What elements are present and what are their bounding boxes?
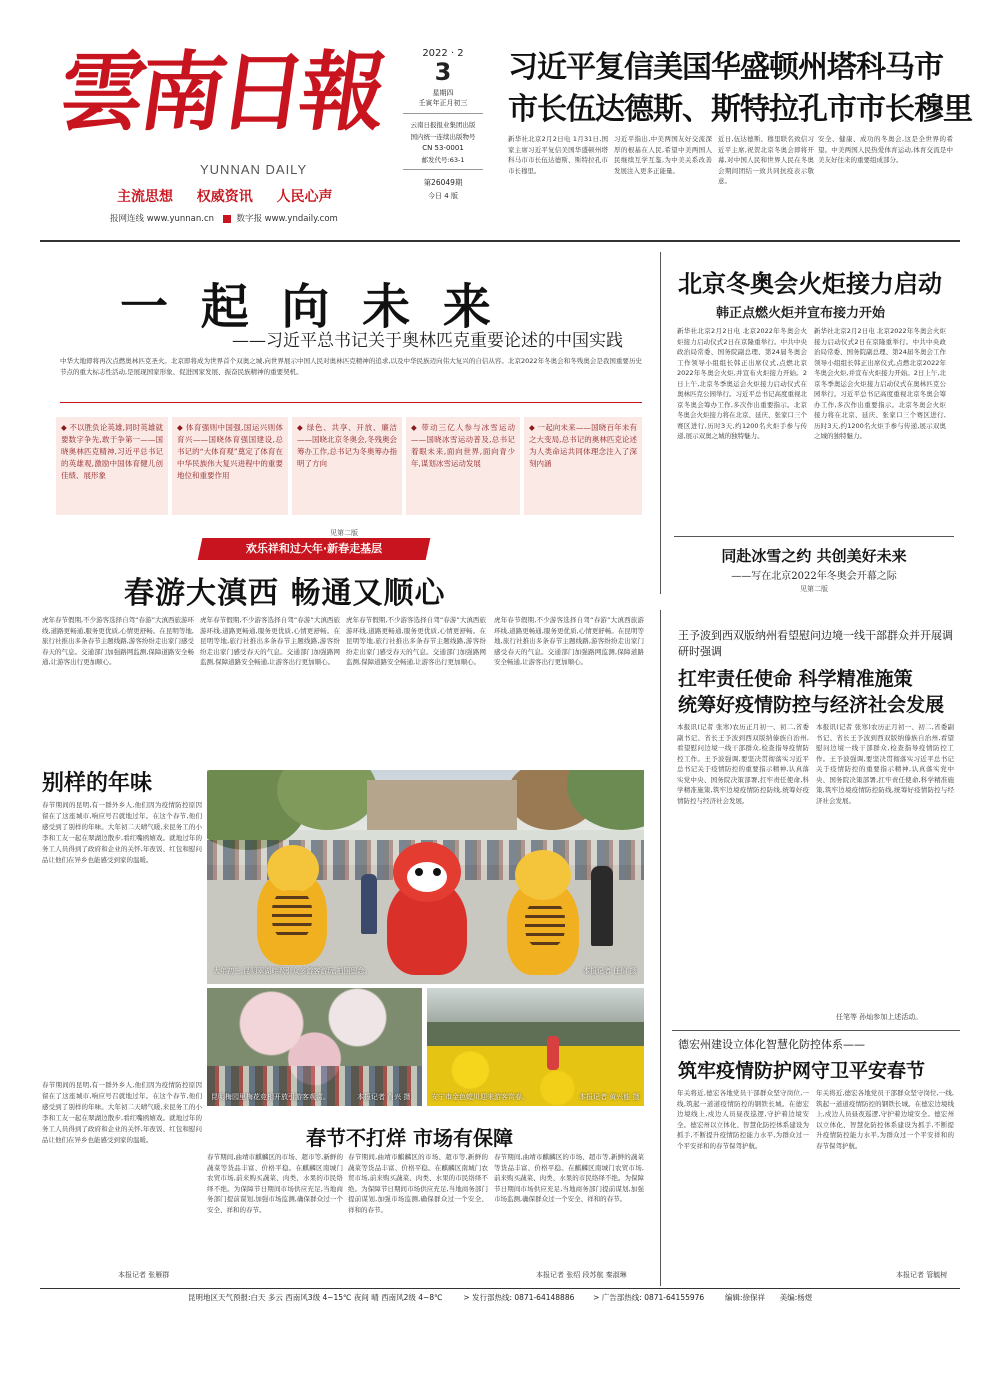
- lead-text-col2: 习近平指出,中美两国友好交流深厚的根基在人民,希望中美两国人民继续互学互鉴,为中美关系改善发展注入更多正能量。: [614, 135, 712, 175]
- torch-sub-box: [674, 536, 954, 600]
- footer-editor: 编辑:徐保祥: [724, 1293, 765, 1302]
- date-box: [403, 44, 483, 230]
- spring-text-col2: 虎年春节假期,不少游客选择自驾“春游”大滇西旅游环线,道路更畅通,服务更优质,心情更舒畅。在昆明等地,旅行社推出多条春节主题线路,游客纷纷走出家门感受春天的气息。交通部门加强路网监测,保障道路安全畅通,让游客出行更加顺心。: [200, 616, 340, 666]
- plum-photo-caption: 昆明梅园里梅花竞相开放引游客观赏。: [211, 1093, 330, 1101]
- torch-text-col1: 新华社北京2月2日电 北京2022年冬奥会火炬接力启动仪式2日在京隆重举行。中共中央政治局常委、国务院副总理、第24届冬奥会工作领导小组组长韩正出席仪式,点燃北京2022年冬奥会火炬,并宣布火炬接力开始。2日上午,北京冬季奥运会火炬接力启动仪式在奥林匹克公园举行。习近平总书记高度重视北京冬奥会筹办工作,多次作出重要指示。北京冬奥会火炬接力将在北京、延庆、张家口三个赛区进行,历时3天,约1200名火炬手参与传递,展示双奥之城的独特魅力。: [677, 327, 807, 440]
- footer-ads: > 广告部热线: 0871-64155976: [593, 1293, 705, 1302]
- publisher: 云南日报报业集团出版: [410, 121, 476, 129]
- dehong-kicker: 德宏州建设立体化智慧化防控体系——: [678, 1038, 865, 1051]
- feature-intro-rule: [60, 402, 642, 403]
- feature-subtitle: ——习近平总书记关于奥林匹克重要论述的中国实践: [232, 331, 623, 351]
- feature-title: 一 起 向 未 来: [120, 279, 499, 335]
- plum-photo: [207, 988, 422, 1106]
- wang-title-line1: 扛牢责任使命 科学精准施策: [678, 668, 913, 690]
- spring-banner-text: 欢乐祥和过大年·新春走基层: [245, 542, 383, 555]
- website-link[interactable]: 报网连线 www.yunnan.cn: [110, 214, 215, 224]
- spring-text-col3: 虎年春节假期,不少游客选择自驾“春游”大滇西旅游环线,道路更畅通,服务更优质,心情更舒畅。在昆明等地,旅行社推出多条春节主题线路,游客纷纷走出家门感受春天的气息。交通部门加强路网监测,保障道路安全畅通,让游客出行更加顺心。: [346, 616, 486, 666]
- feature-intro: 中华大地即将再次点燃奥林匹克圣火。北京即将成为世界首个双奥之城,向世界展示中国人民对奥林匹克精神的追求,以及中华民族迈向伟大复兴的自信从容。北京2022年冬奥会和冬残奥会是我国重要历史节点的重大标志性活动,是展现国家形象、促进国家发展、振奋民族精神的重要契机。: [60, 357, 642, 376]
- dehong-title: 筑牢疫情防护网守卫平安春节: [678, 1060, 926, 1082]
- rapeseed-photo: [427, 988, 644, 1106]
- lead-headline-line2: 市长伍达德斯、斯特拉孔市市长穆里: [508, 92, 972, 127]
- page-count: 今日 4 版: [428, 192, 458, 200]
- lead-text-col4: 安全、健康、成功的冬奥会,这是全世界的希望。中美两国人民热爱体育运动,体育交流是中美友好往来的重要组成部分。: [818, 135, 953, 164]
- lead-text-col1: 新华社北京2月2日电 1月31日,国家主席习近平复信美国华盛顿州塔科马市市长伍达德斯、斯特拉孔市市长穆里。: [508, 135, 608, 175]
- wang-text-col2: 本报讯(记者 张寒)农历正月初一、初二,省委副书记、省长王予波到西双版纳傣族自治州,看望慰问边境一线干部群众,检查指导疫情防控工作。王予波强调,要坚决贯彻落实习近平总书记关于疫情防控的重要指示精神,认真落实党中央、国务院决策部署,扛牢责任使命,科学精准施策,筑牢边境疫情防控防线,统筹好疫情防控与经济社会发展。: [816, 723, 954, 805]
- footer: [188, 1292, 968, 1306]
- torch-title: 北京冬奥会火炬接力启动: [678, 270, 942, 298]
- masthead-slogans: [117, 186, 333, 206]
- digital-link[interactable]: 数字报 www.yndaily.com: [236, 214, 338, 224]
- newyear-text-cont: 春节期间的昆明,有一群外乡人,他们因为疫情防控原因留在了这座城市,响应号召就地过年。在这个春节,他们感受到了别样的年味。大年初二天晴气暖,来昆务工的小李和工友一起在翠湖边散步,看红嘴鸥嬉戏。就地过年的务工人员得到了政府和企业的关怀,年夜饭、红包和慰问品让他们在异乡也能感受到家的温暖。: [42, 1081, 202, 1144]
- slogan-2: 权威资讯: [196, 189, 253, 205]
- feature-see-page: 见第二版: [330, 529, 358, 537]
- footer-design: 美编:杨煜: [779, 1293, 813, 1302]
- wang-text-col1: 本报讯(记者 张寒)农历正月初一、初二,省委副书记、省长王予波到西双版纳傣族自治州,看望慰问边境一线干部群众,检查指导疫情防控工作。王予波强调,要坚决贯彻落实习近平总书记关于疫情防控的重要指示精神,认真落实党中央、国务院决策部署,扛牢责任使命,科学精准施策,筑牢边境疫情防控防线,统筹好疫情防控与经济社会发展。: [677, 723, 809, 805]
- feature-box-3: [292, 417, 402, 515]
- spring-photo: [207, 770, 644, 984]
- newyear-title: 别样的年味: [42, 771, 153, 796]
- slogan-1: 主流思想: [117, 189, 173, 205]
- feature-box-5-text: ◆ 一起向未来——国晓百年未有之大变局,总书记的奥林匹克论述为人类命运共同体理念注入了深刻内涵: [529, 423, 637, 468]
- spring-photo-caption: 大年初三,昆明翠湖畔吸引众多游客游玩,拍照留念。: [213, 967, 372, 975]
- torch-subtitle: 韩正点燃火炬并宣布接力开始: [716, 306, 886, 321]
- feature-box-4-text: ◆ 带动三亿人参与冰雪运动——国晓冰雪运动普及,总书记着眼未来,面向世界,面向青少年,谋划冰雪运动发展: [411, 423, 515, 468]
- wang-kicker: 王予波到西双版纳州看望慰问边境一线干部群众并开展调研时强调: [678, 629, 953, 658]
- torch-sub-subtitle: ——写在北京2022年冬奥会开幕之际: [731, 571, 897, 582]
- spring-photo-credit: 本报记者 任锦 摄: [583, 967, 637, 975]
- market-text-col3: 春节期间,曲靖市麒麟区的市场、超市等,新鲜的蔬菜等货品丰富、价格平稳。在麒麟区南城门农贸市场,前来购买蔬菜、肉类、水果的市民络绎不绝。为保障节日期间市场供应充足,当地商务部门提前谋划,加强市场监测,确保群众过一个安全、祥和的春节。: [494, 1153, 644, 1203]
- masthead-logo: [52, 38, 388, 156]
- feature-box-1-text: ◆ 不以胜负论英雄,同时英雄就要数字争先,敢于争第一——国晓奥林匹克精神,习近平总书记的英雄观,激励中国体育健儿创佳绩、展形象: [61, 423, 163, 480]
- date-day: 3: [434, 58, 452, 86]
- wang-title-line2: 统筹好疫情防控与经济社会发展: [678, 694, 945, 716]
- feature-box-2: [172, 417, 288, 515]
- spring-title: 春游大滇西 畅通又顺心: [124, 576, 446, 611]
- lunar-date: 壬寅年正月初三: [403, 98, 483, 114]
- right-divider: [672, 1030, 960, 1031]
- masthead-title: 雲南日報: [52, 42, 388, 143]
- feature-divider: [660, 252, 661, 594]
- cn-number: CN 53-0001: [422, 144, 464, 152]
- issue-number: 第26049期: [423, 178, 463, 187]
- date-year-month: 2022 · 2: [422, 48, 464, 59]
- feature-box-1: [56, 417, 168, 515]
- lead-headline-line1: 习近平复信美国华盛顿州塔科马市: [508, 50, 943, 85]
- market-text-col1: 春节期间,曲靖市麒麟区的市场、超市等,新鲜的蔬菜等货品丰富、价格平稳。在麒麟区南城门农贸市场,前来购买蔬菜、肉类、水果的市民络绎不绝。为保障节日期间市场供应充足,当地商务部门提前谋划,加强市场监测,确保群众过一个安全、祥和的春节。: [207, 1153, 343, 1214]
- weekday: 星期四: [432, 89, 454, 97]
- feature-box-2-text: ◆ 体育强则中国强,国运兴则体育兴——国晓体育强国建设,总书记的“大体育观”奠定了体育在中华民族伟大复兴进程中的重要地位和重要作用: [177, 423, 283, 480]
- spring-banner: [198, 538, 431, 560]
- market-text-col2: 春节期间,曲靖市麒麟区的市场、超市等,新鲜的蔬菜等货品丰富、价格平稳。在麒麟区南城门农贸市场,前来购买蔬菜、肉类、水果的市民络绎不绝。为保障节日期间市场供应充足,当地商务部门提前谋划,加强市场监测,确保群众过一个安全、祥和的春节。: [348, 1153, 488, 1214]
- dehong-text-col1: 年关将近,德宏各地党员干部群众坚守岗位,一线,筑起一道道疫情防控的钢铁长城。在德宏边境线上,戍边人员昼夜巡逻,守护着边境安全。德宏州以立体化、智慧化防控体系建设为抓手,不断提升疫情防控能力水平,为群众过一个平安祥和的春节保驾护航。: [677, 1089, 809, 1150]
- rapeseed-photo-credit: 本报记者 黄兴能 摄: [579, 1093, 640, 1101]
- masthead-subtitle: YUNNAN DAILY: [200, 162, 308, 177]
- top-divider: [40, 240, 960, 242]
- rapeseed-photo-caption: 安宁市金色螳川迎来游客赏春。: [431, 1093, 529, 1101]
- post-code: 邮发代号:63-1: [403, 155, 483, 170]
- wang-author: 任笔等 孙灿参加上述活动。: [836, 1013, 923, 1021]
- dehong-text-col2: 年关将近,德宏各地党员干部群众坚守岗位,一线,筑起一道道疫情防控的钢铁长城。在德宏边境线上,戍边人员昼夜巡逻,守护着边境安全。德宏州以立体化、智慧化防控体系建设为抓手,不断提升疫情防控能力水平,为群众过一个平安祥和的春节保驾护航。: [816, 1089, 954, 1150]
- issn: 国内统一连续出版物号: [410, 133, 476, 141]
- spring-text-col1: 虎年春节假期,不少游客选择自驾“春游”大滇西旅游环线,道路更畅通,服务更优质,心情更舒畅。在昆明等地,旅行社推出多条春节主题线路,游客纷纷走出家门感受春天的气息。交通部门加强路网监测,保障道路安全畅通,让游客出行更加顺心。: [42, 616, 194, 666]
- spring-text-col4: 虎年春节假期,不少游客选择自驾“春游”大滇西旅游环线,道路更畅通,服务更优质,心情更舒畅。在昆明等地,旅行社推出多条春节主题线路,游客纷纷走出家门感受春天的气息。交通部门加强路网监测,保障道路安全畅通,让游客出行更加顺心。: [494, 616, 644, 666]
- feature-box-4: [406, 417, 520, 515]
- main-divider: [660, 610, 661, 1286]
- market-author: 本报记者 张绍 段苏航 秦淑琳: [536, 1271, 627, 1279]
- newyear-text: 春节期间的昆明,有一群外乡人,他们因为疫情防控原因留在了这座城市,响应号召就地过年。在这个春节,他们感受到了别样的年味。大年初二天晴气暖,来昆务工的小李和工友一起在翠湖边散步,看红嘴鸥嬉戏。就地过年的务工人员得到了政府和企业的关怀,年夜饭、红包和慰问品让他们在异乡也能感受到家的温暖。: [42, 801, 202, 864]
- footer-divider: [40, 1288, 960, 1289]
- footer-weather: 昆明地区天气预报:白天 多云 西南风3级 4~15℃ 夜间 晴 西南风2级 4~8℃: [188, 1293, 443, 1302]
- dehong-author: 本报记者 管毓树: [896, 1271, 948, 1279]
- lead-text-col3: 近日,伍达德斯、穆里联名致信习近平主席,祝贺北京冬奥会即将开幕,对中国人民和世界人民在冬奥会期间团结一致共同抗疫表示敬意。: [718, 135, 814, 185]
- footer-distribution: > 发行部热线: 0871-64148886: [463, 1293, 575, 1302]
- newyear-author: 本报记者 张雁群: [118, 1271, 170, 1279]
- feature-box-3-text: ◆ 绿色、共享、开放、廉洁——国晓北京冬奥会,冬残奥会筹办工作,总书记为冬奥筹办指明了方向: [297, 423, 397, 468]
- torch-see-page: 见第二版: [800, 585, 828, 593]
- torch-text-col2: 新华社北京2月2日电 北京2022年冬奥会火炬接力启动仪式2日在京隆重举行。中共中央政治局常委、国务院副总理、第24届冬奥会工作领导小组组长韩正出席仪式,点燃北京2022年冬奥会火炬,并宣布火炬接力开始。2日上午,北京冬季奥运会火炬接力启动仪式在奥林匹克公园举行。习近平总书记高度重视北京冬奥会筹办工作,多次作出重要指示。北京冬奥会火炬接力将在北京、延庆、张家口三个赛区进行,历时3天,约1200名火炬手参与传递,展示双奥之城的独特魅力。: [814, 327, 946, 440]
- torch-sub-title: 同赴冰雪之约 共创美好未来: [721, 547, 907, 565]
- feature-box-5: [524, 417, 642, 515]
- qr-icon: [223, 215, 231, 223]
- market-title: 春节不打烊 市场有保障: [306, 1126, 513, 1150]
- plum-photo-credit: 本报记者 肖兴 摄: [357, 1093, 411, 1101]
- slogan-3: 人民心声: [276, 189, 333, 205]
- masthead-links: [110, 212, 338, 224]
